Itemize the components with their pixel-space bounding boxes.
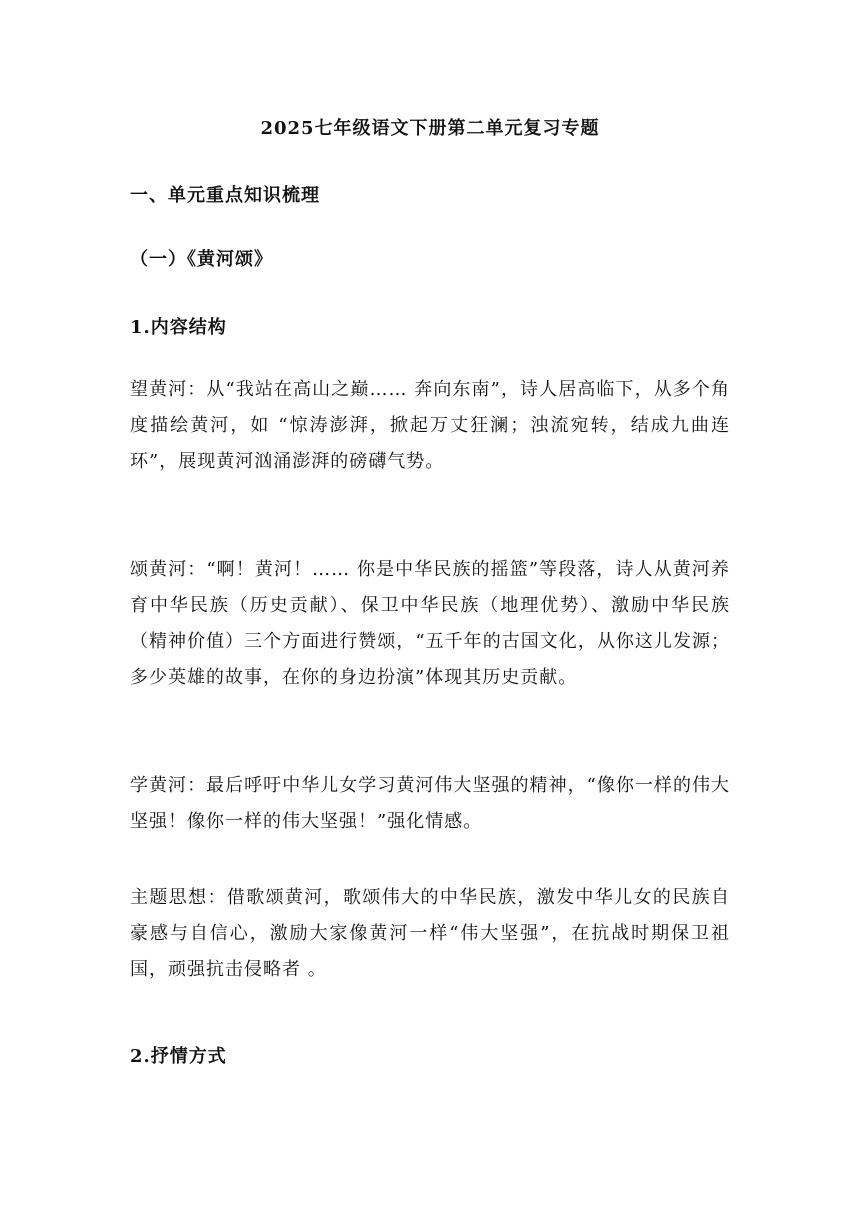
paragraph-song-huanghe: 颂黄河：“啊！黄河！…… 你是中华民族的摇篮”等段落，诗人从黄河养育中华民族（历史贡献）、保卫中华民族（地理优势）、激励中华民族（精神价值）三个方面进行赞颂，“五千年的古国文化，从你这儿发源；多少英雄的故事，在你的身边扮演”体现其历史贡献。	[130, 559, 730, 688]
item-heading-lyric-method: 2.抒情方式	[130, 1046, 227, 1067]
paragraph-wang-huanghe: 望黄河：从“我站在高山之巅…… 奔向东南”，诗人居高临下，从多个角度描绘黄河，如 “惊涛澎湃，掀起万丈狂澜；浊流宛转，结成九曲连环”，展现黄河汹涌澎湃的磅礴气势。	[130, 379, 730, 472]
paragraph-theme: 主题思想：借歌颂黄河，歌颂伟大的中华民族，激发中华儿女的民族自豪感与自信心，激励大家像黄河一样“伟大坚强”，在抗战时期保卫祖国，顽强抗击侵略者 。	[130, 887, 730, 980]
section-heading: 一、单元重点知识梳理	[130, 185, 320, 206]
sub-heading-huanghe-song: （一）《黄河颂》	[130, 249, 273, 270]
paragraph-xue-huanghe: 学黄河：最后呼吁中华儿女学习黄河伟大坚强的精神，“像你一样的伟大坚强！像你一样的伟大坚强！”强化情感。	[130, 775, 730, 832]
document-title: 2025七年级语文下册第二单元复习专题	[260, 118, 600, 139]
item-heading-content-structure: 1.内容结构	[130, 317, 227, 338]
